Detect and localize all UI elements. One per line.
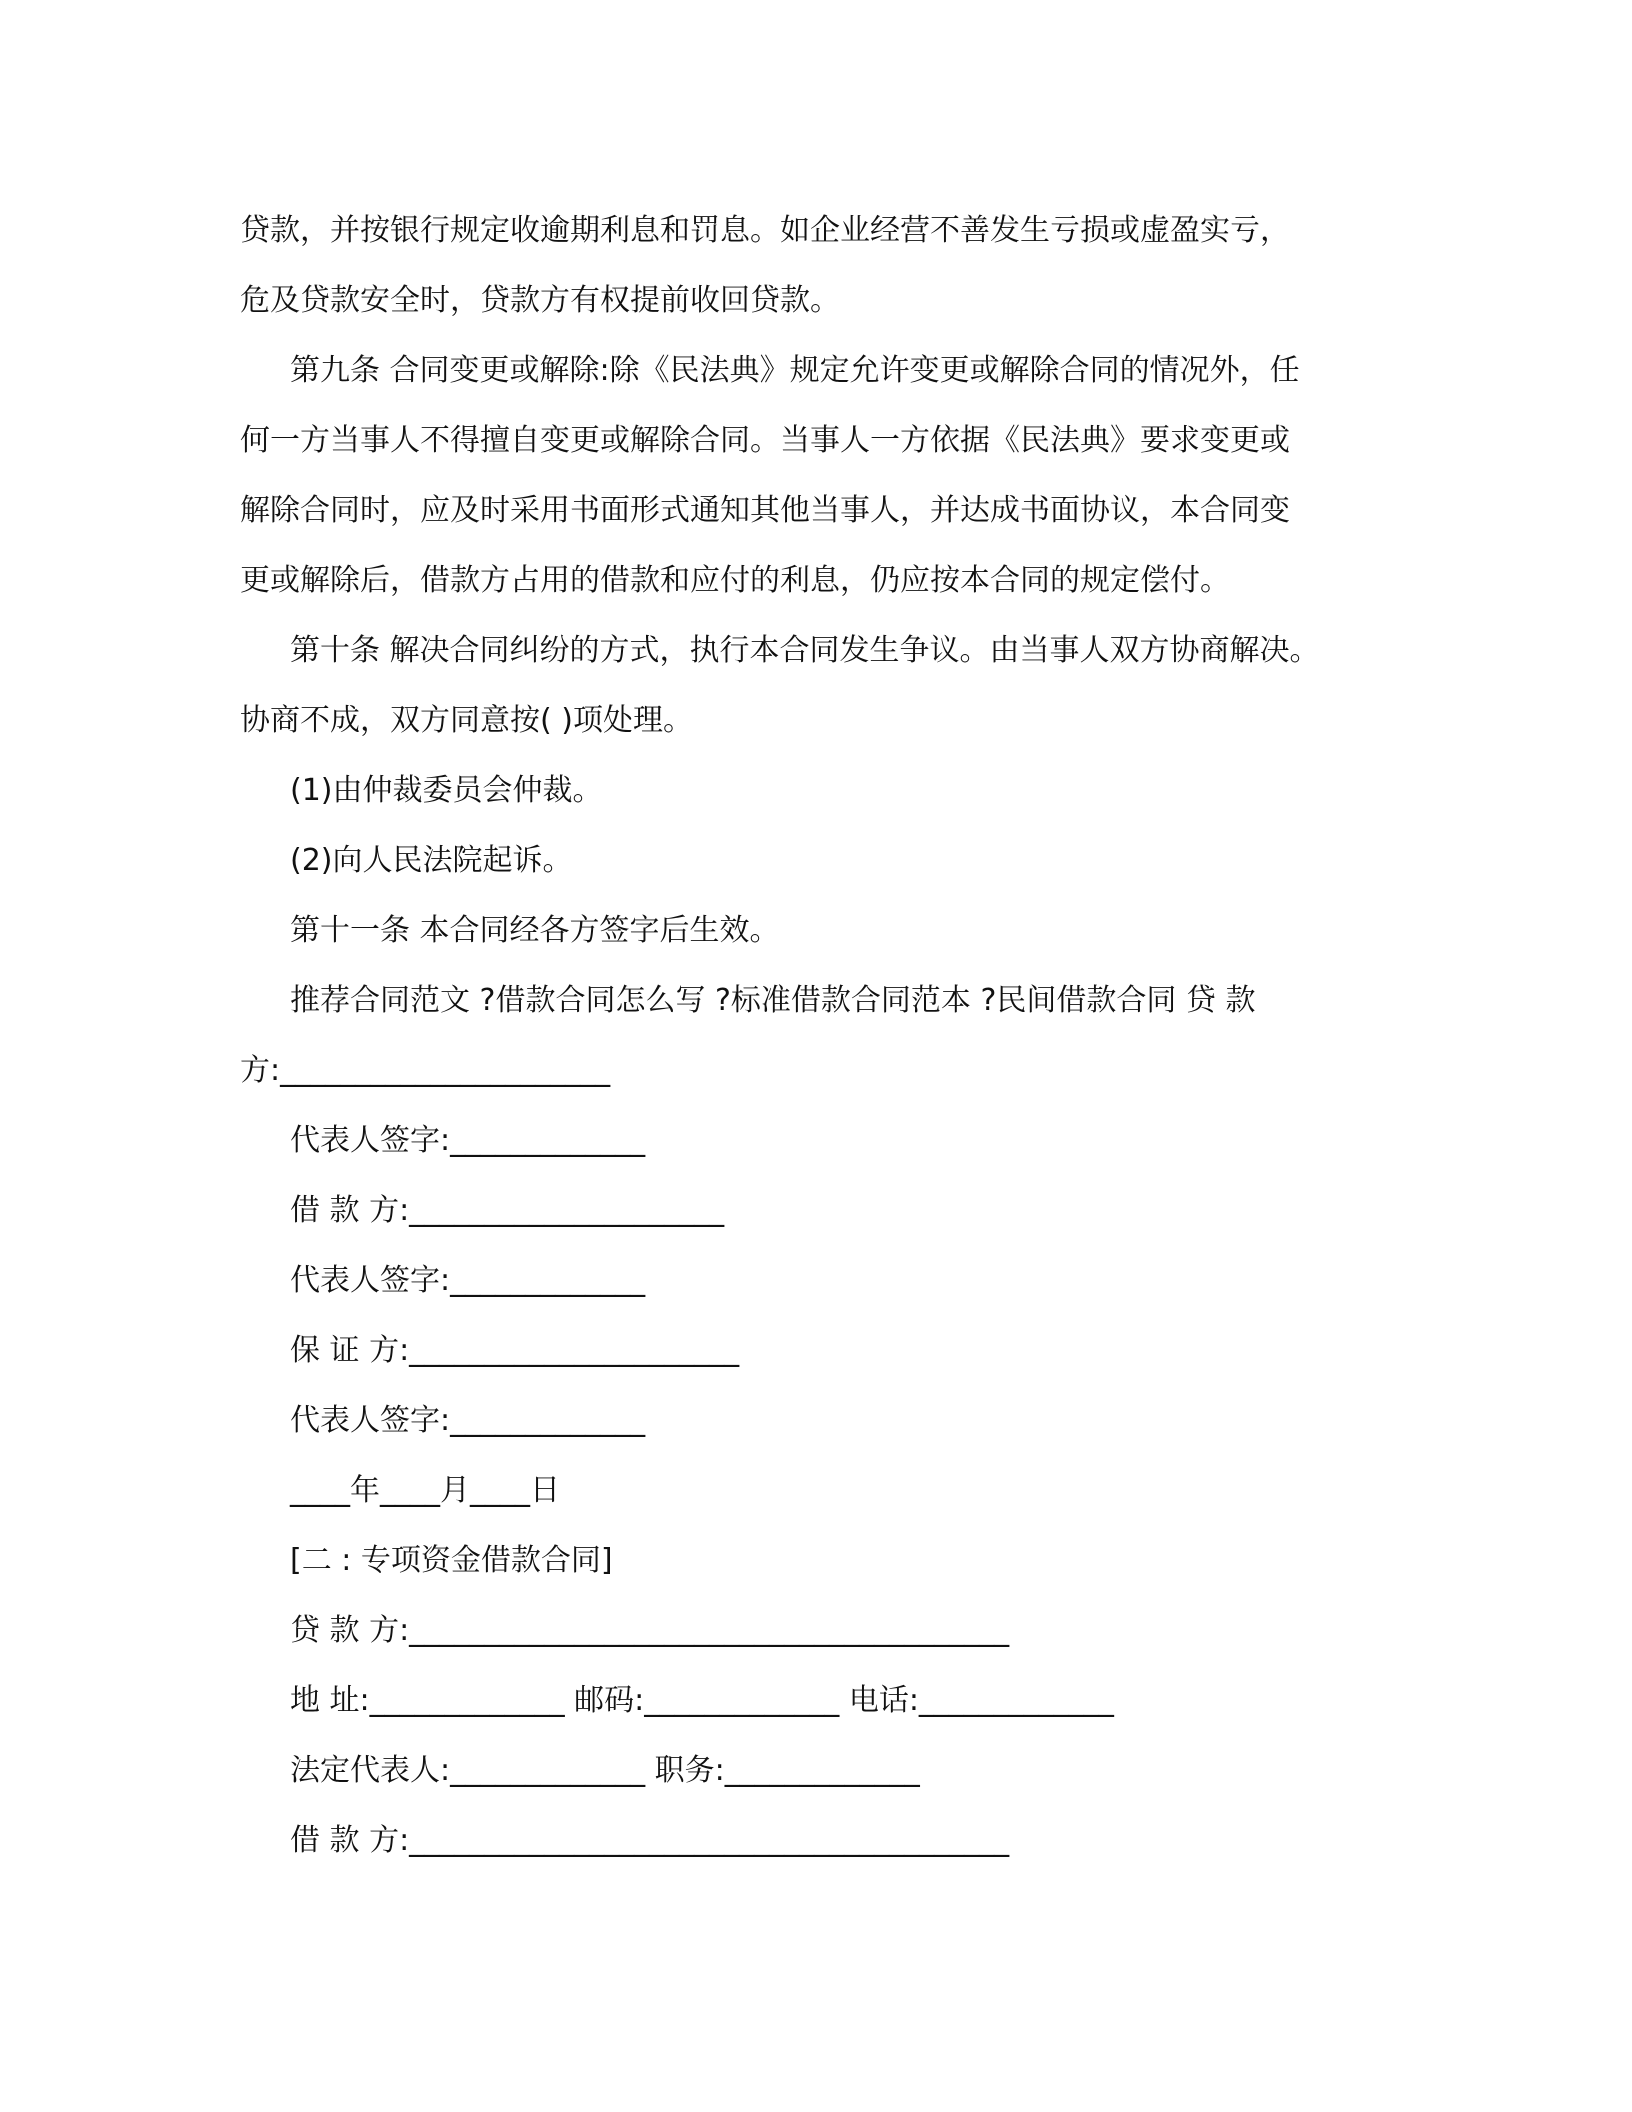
- representative-signature-field: 代表人签字:_____________: [290, 1403, 646, 1438]
- text-line: 更或解除后，借款方占用的借款和应付的利息，仍应按本合同的规定偿付。: [240, 563, 1230, 598]
- date-field: ____年____月____日: [290, 1473, 560, 1508]
- lender-signature-field: 方:______________________: [240, 1053, 611, 1088]
- text-line: 解除合同时，应及时采用书面形式通知其他当事人，并达成书面协议，本合同变: [240, 493, 1290, 528]
- legal-rep-position-fields: 法定代表人:_____________ 职务:_____________: [290, 1753, 920, 1788]
- recommended-links-line: 推荐合同范文 ?借款合同怎么写 ?标准借款合同范本 ?民间借款合同 贷 款: [290, 983, 1256, 1018]
- text-line: 贷款，并按银行规定收逾期利息和罚息。如企业经营不善发生亏损或虚盈实亏，: [240, 213, 1290, 248]
- text-line: 何一方当事人不得擅自变更或解除合同。当事人一方依据《民法典》要求变更或: [240, 423, 1290, 458]
- clause-9-heading-line: 第九条 合同变更或解除:除《民法典》规定允许变更或解除合同的情况外，任: [290, 353, 1300, 388]
- borrower-field: 借 款 方:________________________________________: [290, 1823, 1010, 1858]
- address-postcode-phone-fields: 地 址:_____________ 邮码:_____________ 电话:_____________: [290, 1683, 1114, 1718]
- representative-signature-field: 代表人签字:_____________: [290, 1263, 646, 1298]
- representative-signature-field: 代表人签字:_____________: [290, 1123, 646, 1158]
- text-line: 危及贷款安全时，贷款方有权提前收回贷款。: [240, 283, 840, 318]
- guarantor-signature-field: 保 证 方:______________________: [290, 1333, 740, 1368]
- option-2: (2)向人民法院起诉。: [290, 843, 573, 878]
- borrower-signature-field: 借 款 方:_____________________: [290, 1193, 725, 1228]
- option-1: (1)由仲裁委员会仲裁。: [290, 773, 603, 808]
- document-page: [240, 196, 1370, 1876]
- clause-10-heading-line: 第十条 解决合同纠纷的方式，执行本合同发生争议。由当事人双方协商解决。: [290, 633, 1320, 668]
- lender-field: 贷 款 方:________________________________________: [290, 1613, 1010, 1648]
- section-title: [二 : 专项资金借款合同]: [290, 1543, 613, 1578]
- clause-11-line: 第十一条 本合同经各方签字后生效。: [290, 913, 780, 948]
- text-line: 协商不成，双方同意按( )项处理。: [240, 703, 693, 738]
